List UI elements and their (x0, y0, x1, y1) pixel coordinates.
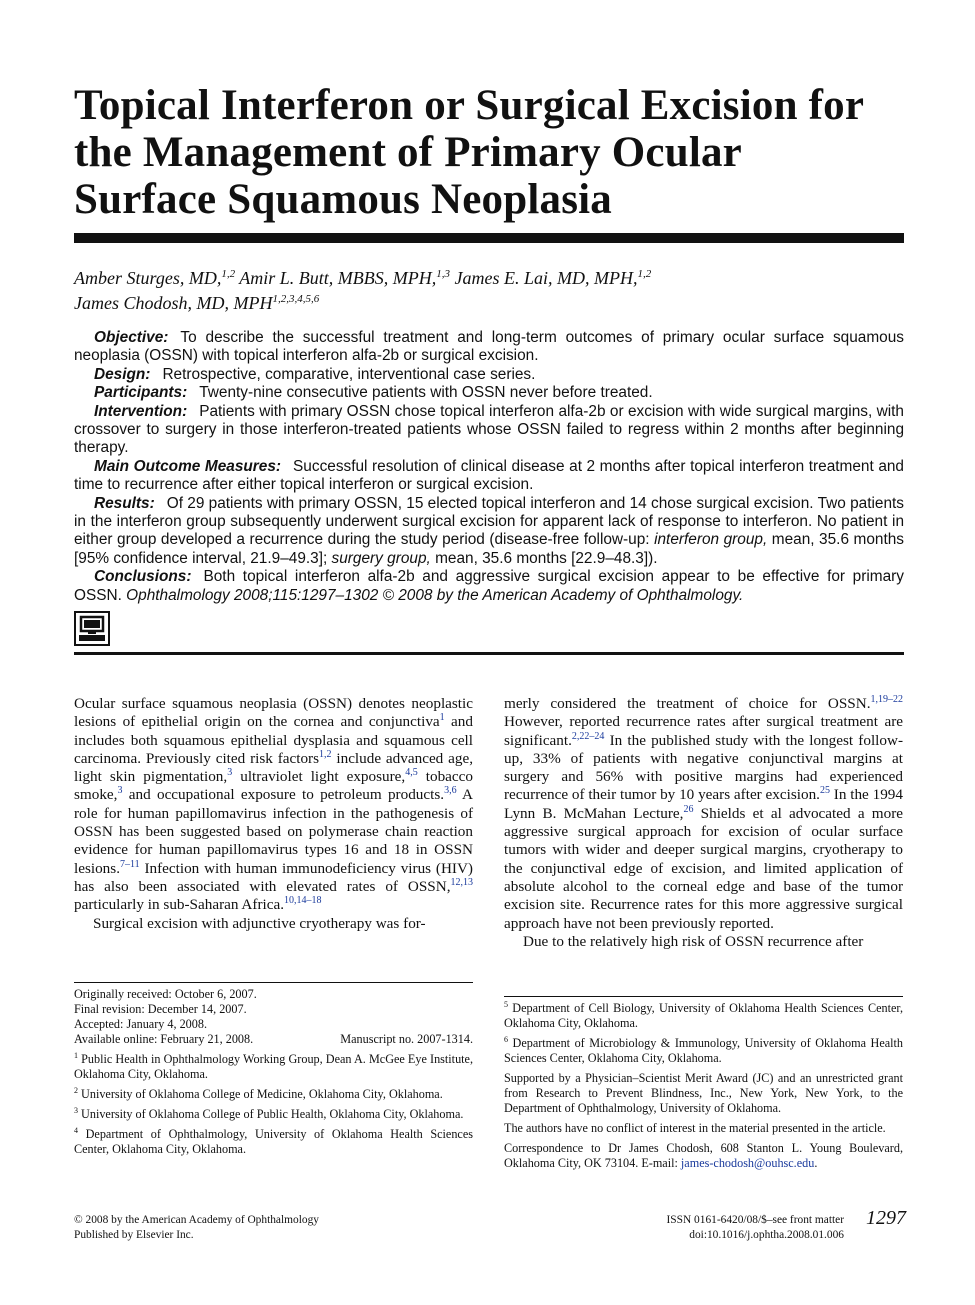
monitor-icon[interactable] (74, 611, 110, 646)
reference-link[interactable]: 7–11 (120, 858, 140, 870)
section-label: Conclusions: (94, 568, 192, 586)
footnote-conflict: The authors have no conflict of interest in the material presented in the article. (504, 1121, 886, 1135)
footnote-affiliation (504, 1036, 903, 1066)
body-column-right (504, 695, 903, 951)
body-text: merly considered the treatment of choice for OSSN. (504, 695, 871, 712)
body-text: Shields et al advocated a more aggressive surgical approach for excision of ocular surface tumors with wider and deeper surgical margins, cryotherapy to the conjunctival edge of excision, and limited application of absolute alcohol to the corneal edge and base of the tumor excision site. Recurrence rates for this more aggressive surgical approach have not been previously reported. (504, 804, 903, 932)
publisher-text: Published by Elsevier Inc. (74, 1229, 194, 1241)
author-affiliation: 1,2,3,4,5,6 (272, 293, 320, 305)
footnote-number: 1 (74, 1050, 78, 1060)
section-label: Intervention: (94, 402, 188, 420)
issn-text: ISSN 0161-6420/08/$–see front matter (666, 1214, 844, 1226)
footnote-text: Department of Cell Biology, University of Oklahoma Health Sciences Center, Oklahoma City, Oklahoma. (504, 1001, 903, 1030)
abstract-conclusions (74, 568, 904, 605)
author: James E. Lai, MD, MPH, (449, 268, 638, 288)
section-label: Main Outcome Measures: (94, 457, 282, 475)
body-text: ultraviolet light exposure, (232, 768, 406, 786)
section-label: Participants: (94, 384, 188, 402)
footnote-affiliation (74, 1052, 473, 1082)
section-text: interferon group, (654, 531, 768, 549)
journal-citation: Ophthalmology 2008;115:1297–1302 © 2008 by the American Academy of Ophthalmology. (126, 586, 744, 604)
footnote-number: 3 (74, 1105, 78, 1115)
title-line: Surface Squamous Neoplasia (74, 176, 612, 223)
section-text: Twenty-nine consecutive patients with OSSN never before treated. (199, 384, 653, 402)
reference-link[interactable]: 3,6 (444, 785, 457, 797)
email-link[interactable]: james-chodosh@ouhsc.edu (680, 1156, 815, 1170)
body-paragraph (74, 695, 473, 915)
abstract-rule (74, 652, 904, 655)
footnotes-right (504, 1001, 903, 1176)
section-text: To describe the successful treatment and long-term outcomes of primary ocular surface squamous neoplasia (OSSN) with topical interferon alfa-2b or surgical excision. (74, 329, 904, 365)
body-paragraph: Surgical excision with adjunctive cryotherapy was for- (93, 914, 426, 932)
abstract-objective (74, 329, 904, 366)
footnote-affiliation (74, 1107, 473, 1122)
section-label: Objective: (94, 329, 169, 346)
section-text: Both topical interferon alfa-2b and aggressive surgical excision appear to be effective for primary OSSN. (74, 568, 904, 604)
copyright-text: © 2008 by the American Academy of Ophthalmology (74, 1214, 319, 1226)
body-column-left (74, 695, 473, 933)
body-text: particularly in sub-Saharan Africa. (74, 896, 285, 914)
body-text: In the published study with the longest follow-up, 33% of patients with negative conjunctival margins at surgery and 56% with positive margins had experienced recurrence of their tumor by 10 years after excision. (504, 731, 903, 804)
doi-text: doi:10.1016/j.ophtha.2008.01.006 (689, 1229, 844, 1241)
footnote-text: Correspondence to Dr James Chodosh, 608 Stanton L. Young Boulevard, Oklahoma City, OK 73104. E-mail: (504, 1141, 903, 1170)
reference-link[interactable]: 12,13 (450, 876, 473, 888)
copyright-block (74, 1213, 319, 1243)
footnote-date: Final revision: December 14, 2007. (74, 1002, 247, 1016)
footnote-affiliation (504, 1001, 903, 1031)
section-text: Of 29 patients with primary OSSN, 15 elected topical interferon and 14 chose surgical excision. Two patients in the interferon group subsequently underwent surgical excision for apparent lack of response to interferon. No patient in either group developed a recurrence during the study period (disease-free follow-up: (74, 494, 904, 549)
section-text: mean, 35.6 months [22.9–48.3]). (430, 549, 658, 567)
footnote-text: Department of Microbiology & Immunology, University of Oklahoma Health Sciences Center, Oklahoma City, Oklahoma. (504, 1036, 903, 1065)
author-affiliation: 1,3 (436, 268, 450, 280)
abstract-outcome (74, 458, 904, 495)
section-text: mean, 35.6 months [95% confidence interval, 21.9–49.3]; (74, 531, 904, 567)
reference-link[interactable]: 10,14–18 (284, 895, 322, 907)
footnote-text: Department of Ophthalmology, University of Oklahoma Health Sciences Center, Oklahoma City, Oklahoma. (74, 1127, 473, 1156)
article-title (74, 82, 914, 223)
footnote-rule (74, 982, 473, 983)
footnote-affiliation (74, 1127, 473, 1157)
body-text: Infection with human immunodeficiency virus (HIV) has also been associated with elevated rates of OSSN, (74, 859, 473, 895)
footnote-text: University of Oklahoma College of Public Health, Oklahoma City, Oklahoma. (78, 1107, 464, 1121)
reference-link[interactable]: 1,2 (319, 748, 332, 760)
footnote-date: Originally received: October 6, 2007. (74, 987, 257, 1001)
title-line: Topical Interferon or Surgical Excision for (74, 82, 865, 129)
author: Amir L. Butt, MBBS, MPH, (235, 268, 437, 288)
footnote-date: Accepted: January 4, 2008. (74, 1017, 208, 1031)
body-text: A role for human papillomavirus infection in the pathogenesis of OSSN has been suggested based on polymerase chain reaction evidence for human papillomavirus types 16 and 18 in OSSN lesions. (74, 786, 473, 877)
footnote-text: . (814, 1156, 818, 1170)
reference-link[interactable]: 3 (227, 767, 233, 779)
page-number: 1297 (866, 1207, 906, 1229)
footnote-date: Available online: February 21, 2008. (74, 1032, 254, 1046)
author-affiliation: 1,2 (221, 268, 236, 280)
reference-link[interactable]: 1,19–22 (870, 693, 903, 705)
footnote-number: 4 (74, 1125, 78, 1135)
reference-link[interactable]: 26 (683, 803, 694, 815)
section-label: Design: (94, 365, 151, 383)
reference-link[interactable]: 4,5 (405, 767, 418, 779)
footnote-text: Public Health in Ophthalmology Working Group, Dean A. McGee Eye Institute, Oklahoma City, Oklahoma. (74, 1052, 473, 1081)
title-line: the Management of Primary Ocular (74, 129, 742, 176)
body-text: include advanced age, light skin pigmentation, (74, 749, 473, 786)
footnote-number: 5 (504, 999, 508, 1009)
abstract-intervention (74, 403, 904, 458)
author-affiliation: 1,2 (637, 268, 652, 280)
footnote-affiliation (74, 1087, 473, 1102)
abstract-results (74, 495, 904, 569)
body-text: However, reported recurrence rates after surgical treatment are significant. (504, 713, 903, 749)
footnote-online-line (74, 1032, 473, 1047)
section-text: Retrospective, comparative, interventional case series. (162, 365, 536, 383)
reference-link[interactable]: 2,22–24 (571, 730, 605, 742)
manuscript-number: Manuscript no. 2007-1314. (340, 1032, 473, 1046)
abstract (74, 329, 904, 605)
title-rule (74, 233, 904, 243)
body-text: and occupational exposure to petroleum products. (122, 786, 445, 804)
section-text: surgery group, (331, 549, 431, 567)
abstract-design (74, 366, 904, 384)
section-label: Results: (94, 494, 155, 512)
body-text: In the 1994 Lynn B. McMahan Lecture, (504, 786, 903, 822)
footnote-correspondence (504, 1141, 903, 1171)
reference-link[interactable]: 25 (819, 785, 830, 797)
footnote-rule (504, 996, 903, 997)
body-paragraph (504, 695, 903, 933)
body-text: Ocular surface squamous neoplasia (OSSN) denotes neoplastic lesions of epithelial origin on the cornea and conjunctiva (74, 695, 473, 731)
footnote-support: Supported by a Physician–Scientist Merit Award (JC) and an unrestricted grant from Research to Prevent Blindness, Inc., New York, New York, to the Department of Ophthalmology, University of Oklahoma. (504, 1071, 903, 1115)
section-text: Successful resolution of clinical disease at 2 months after topical interferon treatment and time to recurrence after either topical interferon or surgical excision. (74, 457, 904, 494)
footnote-number: 6 (504, 1034, 508, 1044)
author: Amber Sturges, MD, (74, 268, 222, 288)
abstract-participants (74, 384, 904, 402)
footnote-number: 2 (74, 1085, 78, 1095)
issn-block (600, 1213, 844, 1243)
body-text: tobacco smoke, (74, 768, 474, 804)
footnote-text: University of Oklahoma College of Medicine, Oklahoma City, Oklahoma. (78, 1087, 443, 1101)
body-text: and includes both squamous epithelial dysplasia and squamous cell carcinoma. Previously cited risk factors (74, 713, 473, 767)
author: James Chodosh, MD, MPH (74, 293, 273, 313)
reference-link[interactable]: 1 (439, 712, 445, 724)
section-text: Patients with primary OSSN chose topical interferon alfa-2b or excision with wide surgical margins, with crossover to surgery in those interferon-treated patients whose OSSN failed to regress within 2 months after beginning therapy. (74, 402, 904, 457)
body-paragraph: Due to the relatively high risk of OSSN recurrence after (523, 932, 864, 950)
footnotes-left (74, 987, 473, 1162)
author-list (74, 264, 904, 314)
reference-link[interactable]: 3 (117, 785, 123, 797)
